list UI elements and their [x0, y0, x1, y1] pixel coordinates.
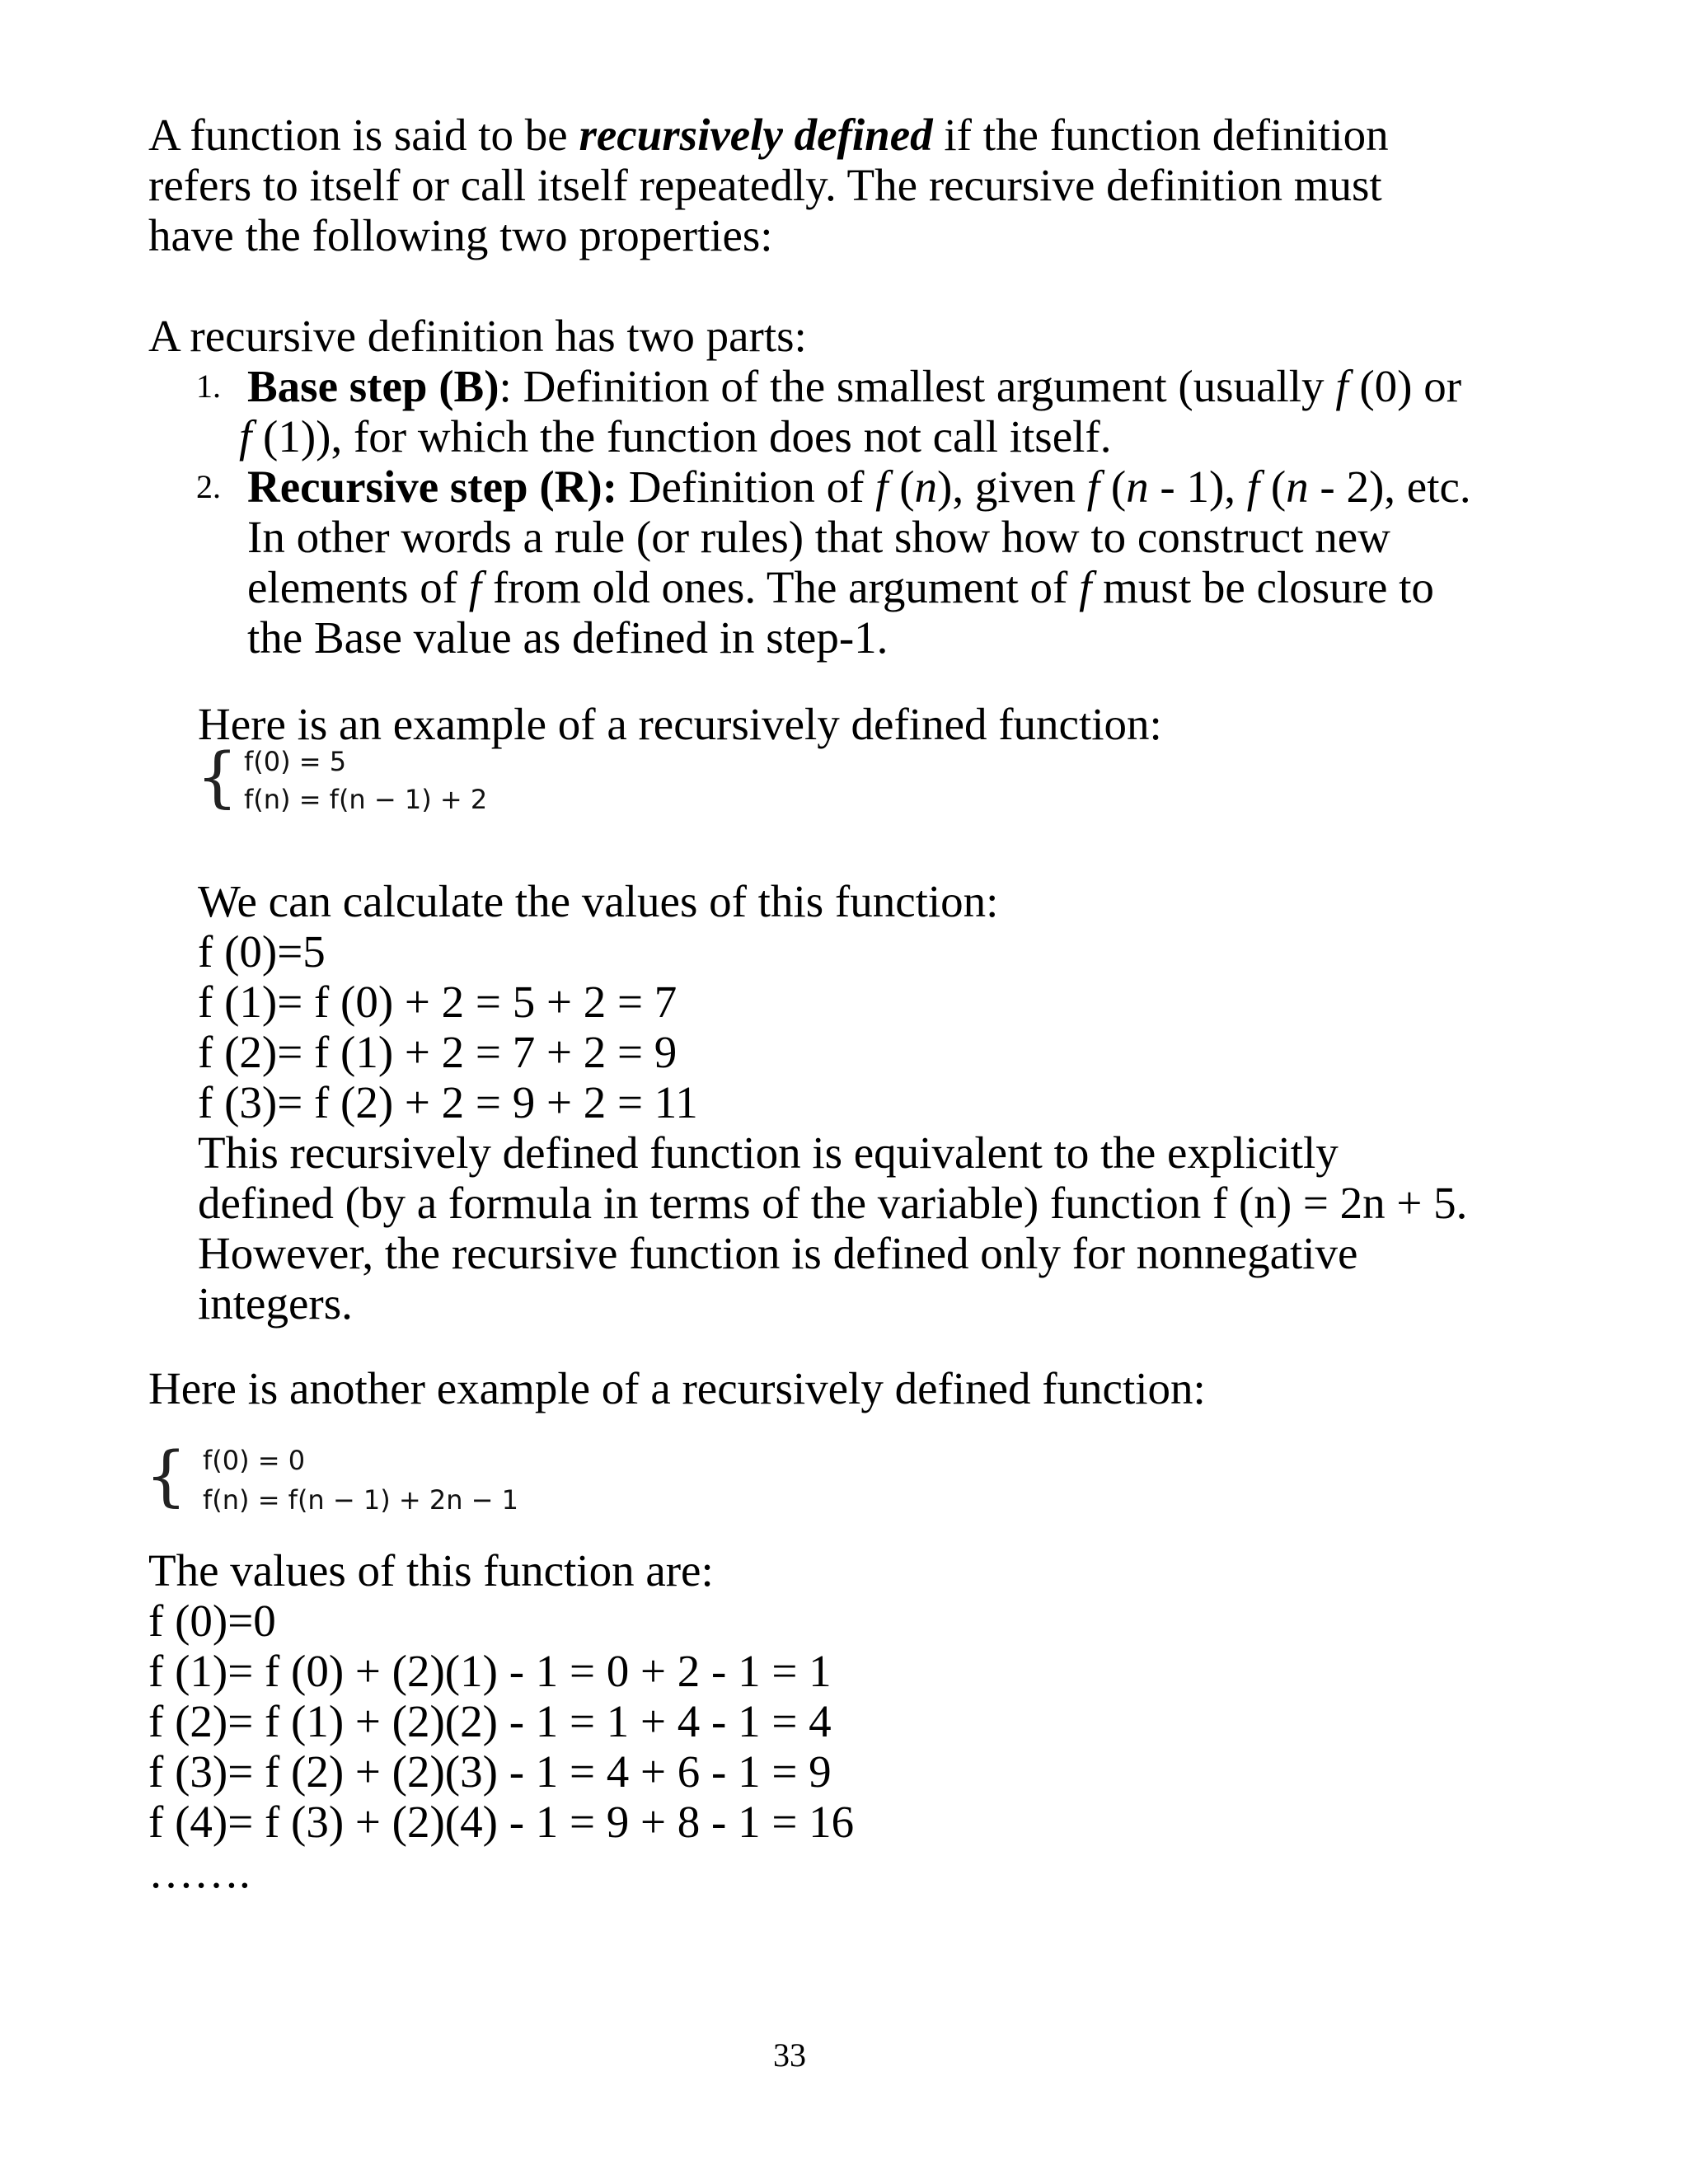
variable-symbol: n	[1286, 462, 1309, 512]
list-item-2-line-2: In other words a rule (or rules) that show how to construct new	[247, 512, 1390, 562]
intro-text: if the function definition	[932, 110, 1389, 160]
list-item-2-line-3	[247, 562, 1434, 613]
function-symbol: f	[1079, 562, 1092, 612]
list-text: ), given	[937, 462, 1087, 512]
example-2-values-intro: The values of this function are:	[148, 1545, 714, 1596]
list-text: elements of	[247, 562, 469, 612]
intro-line-1	[148, 110, 1389, 161]
example-1-equation-2: f(n) = f(n − 1) + 2	[244, 784, 488, 815]
list-text: (	[1100, 462, 1127, 512]
list-text: (1)), for which the function does not call itself.	[251, 411, 1112, 462]
list-text: (0) or	[1348, 361, 1462, 411]
list-item-1-line-2	[239, 411, 1111, 462]
list-text: must be closure to	[1091, 562, 1434, 612]
list-text: from old ones. The argument of	[481, 562, 1080, 612]
example-2-value-2: f (2)= f (1) + (2)(2) - 1 = 1 + 4 - 1 = 4	[148, 1696, 832, 1746]
intro-line-2: refers to itself or call itself repeatedly. The recursive definition must	[148, 160, 1382, 210]
list-number-2: 2.	[196, 468, 221, 505]
list-item-1-line-1	[247, 361, 1461, 412]
example-1-intro: Here is an example of a recursively defined function:	[198, 699, 1162, 749]
example-1-calc-intro: We can calculate the values of this function:	[198, 876, 999, 926]
list-text: (	[1259, 462, 1287, 512]
list-item-2-line-1	[247, 462, 1471, 513]
recursively-defined-term: recursively defined	[579, 110, 933, 160]
example-1-value-0: f (0)=5	[198, 926, 326, 977]
example-2-value-0: f (0)=0	[148, 1596, 276, 1646]
example-1-brace: {	[196, 738, 238, 815]
function-symbol: f	[239, 411, 252, 462]
example-1-paragraph-line-4: integers.	[198, 1278, 353, 1329]
example-2-intro: Here is another example of a recursively defined function:	[148, 1363, 1206, 1413]
example-2-value-4: f (4)= f (3) + (2)(4) - 1 = 9 + 8 - 1 = 16	[148, 1797, 855, 1847]
list-text: (	[888, 462, 915, 512]
example-2-brace: {	[145, 1437, 187, 1514]
intro-line-3: have the following two properties:	[148, 210, 773, 260]
list-number-1: 1.	[196, 368, 221, 405]
list-text: - 2), etc.	[1308, 462, 1471, 512]
intro-text: A function is said to be	[148, 110, 579, 160]
example-1-value-2: f (2)= f (1) + 2 = 7 + 2 = 9	[198, 1027, 678, 1077]
parts-heading: A recursive definition has two parts:	[148, 311, 807, 361]
example-2-value-1: f (1)= f (0) + (2)(1) - 1 = 0 + 2 - 1 = 1	[148, 1646, 832, 1696]
list-item-2-line-4: the Base value as defined in step-1.	[247, 612, 889, 663]
example-2-equation-2: f(n) = f(n − 1) + 2n − 1	[203, 1484, 519, 1516]
function-symbol: f	[875, 462, 889, 512]
example-1-paragraph-line-3: However, the recursive function is defined only for nonnegative	[198, 1228, 1358, 1278]
example-1-paragraph-line-1: This recursively defined function is equivalent to the explicitly	[198, 1127, 1339, 1178]
list-text: - 1),	[1148, 462, 1247, 512]
function-symbol: f	[1335, 361, 1348, 411]
example-1-value-3: f (3)= f (2) + 2 = 9 + 2 = 11	[198, 1077, 698, 1127]
example-1-value-1: f (1)= f (0) + 2 = 5 + 2 = 7	[198, 977, 678, 1027]
recursive-step-term: Recursive step (R):	[247, 462, 618, 512]
function-symbol: f	[1246, 462, 1260, 512]
function-symbol: f	[1086, 462, 1100, 512]
base-step-term: Base step (B)	[247, 361, 499, 411]
list-text: : Definition of the smallest argument (usually	[499, 361, 1336, 411]
function-symbol: f	[468, 562, 482, 612]
example-1-paragraph-line-2: defined (by a formula in terms of the variable) function f (n) = 2n + 5.	[198, 1178, 1468, 1228]
list-text: Definition of	[617, 462, 876, 512]
example-2-value-3: f (3)= f (2) + (2)(3) - 1 = 4 + 6 - 1 = 9	[148, 1746, 832, 1797]
ellipsis: …….	[148, 1847, 251, 1897]
example-2-equation-1: f(0) = 0	[203, 1445, 306, 1476]
variable-symbol: n	[1126, 462, 1149, 512]
page-number: 33	[773, 2036, 806, 2074]
example-1-equation-1: f(0) = 5	[244, 746, 347, 777]
variable-symbol: n	[914, 462, 938, 512]
